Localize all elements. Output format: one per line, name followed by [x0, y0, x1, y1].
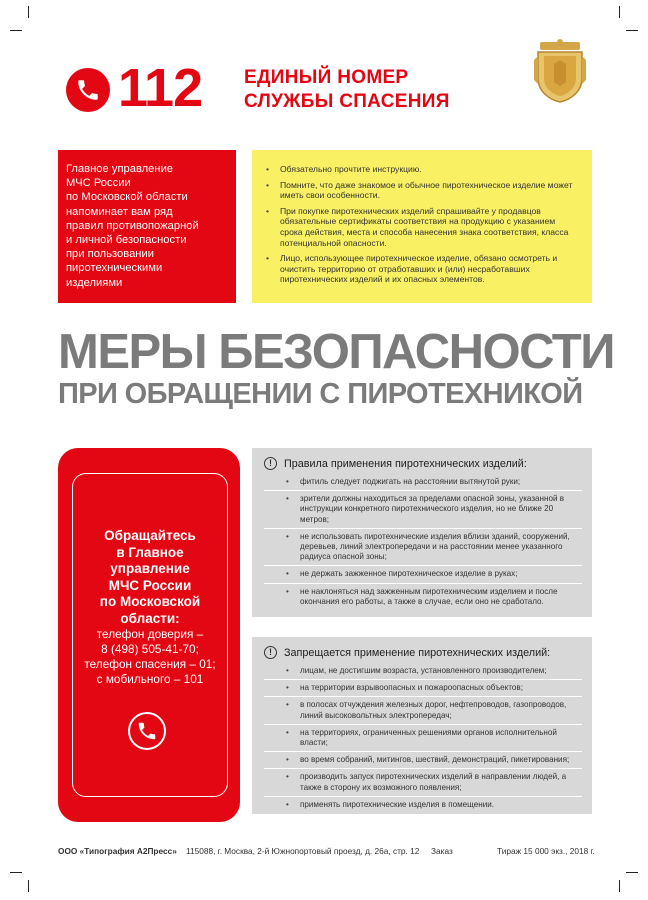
- contact-line: телефон доверия –: [96, 627, 204, 641]
- list-item: • зрители должны находиться за пределами опасной зоны, указанной в инструкции конкретного пиротехнического изделия, но не ближе 20 метров;: [264, 494, 582, 529]
- page-subtitle: ПРИ ОБРАЩЕНИИ С ПИРОТЕХНИКОЙ: [58, 378, 583, 410]
- phone-icon: [66, 68, 110, 112]
- list-item: • При покупке пиротехнических изделий спрашивайте у продавцов обязательные сертификаты соответствия на продукцию с указанием срока действия, места и способа нанесения знака соответствия, класса потенциальной опасности.: [280, 206, 580, 248]
- contact-heading-line: МЧС России: [108, 577, 192, 593]
- contact-line: с мобильного – 101: [96, 672, 204, 686]
- footer-printer: ООО «Типография А2Пресс»: [58, 846, 177, 856]
- footer-run: Тираж 15 000 экз., 2018 г.: [497, 846, 595, 856]
- contact-heading-line: области:: [120, 610, 180, 626]
- list-item: • на территориях, ограниченных решениями органов исполнительной власти;: [264, 728, 582, 752]
- footer-address: 115088, г. Москва, 2-й Южнопортовый проезд, д. 26а, стр. 12: [186, 846, 420, 856]
- contact-line: 8 (498) 505-41-70;: [101, 642, 199, 656]
- intro-line: Главное управление: [66, 163, 174, 175]
- intro-line: правил противопожарной: [66, 219, 199, 232]
- slogan-line: ЕДИНЫЙ НОМЕР: [244, 67, 409, 88]
- crop-mark: [10, 872, 22, 873]
- list-item: • не использовать пиротехнические изделия вблизи зданий, сооружений, деревьев, линий электропередачи и на расстоянии менее указанного радиуса опасной зоны;: [264, 532, 582, 567]
- crop-mark: [619, 880, 620, 892]
- crop-mark: [626, 30, 638, 31]
- crop-mark: [10, 30, 22, 31]
- intro-line: изделиями: [66, 276, 123, 289]
- coat-of-arms-emblem: [532, 38, 588, 104]
- warning-icon: !: [264, 457, 277, 470]
- intro-line: пиротехническими: [66, 262, 163, 275]
- list-item: • фитиль следует поджигать на расстоянии вытянутой руки;: [264, 477, 582, 491]
- contact-heading-line: в Главное: [116, 544, 184, 560]
- list-item: • на территории взрывоопасных и пожароопасных объектов;: [264, 683, 582, 697]
- list-item: • не наклоняться над зажженным пиротехническим изделием и после окончания его работы, а также в случае, если оно не сработало.: [264, 587, 582, 610]
- list-item: • производить запуск пиротехнических изделий в направлении людей, а также в сторону их возможного появления;: [264, 772, 582, 796]
- notes-list: [280, 164, 580, 285]
- phone-icon: [128, 712, 166, 750]
- intro-line: напоминает вам ряд: [66, 205, 173, 218]
- warning-icon: !: [264, 646, 277, 659]
- prohibited-list: [264, 666, 582, 816]
- rules-list: [264, 477, 582, 613]
- crop-mark: [28, 880, 29, 892]
- intro-line: при пользовании: [66, 248, 154, 261]
- intro-line: и личной безопасности: [66, 234, 187, 247]
- crop-mark: [619, 6, 620, 18]
- prohibited-box: [252, 637, 592, 814]
- contact-heading-line: Обращайтесь: [104, 528, 196, 543]
- contact-line: телефон спасения – 01;: [84, 657, 216, 671]
- contact-heading-line: управление: [110, 561, 190, 576]
- list-item: • Обязательно прочтите инструкцию.: [280, 164, 580, 175]
- list-item: • применять пиротехнические изделия в помещении.: [264, 800, 582, 813]
- list-item: • в полосах отчуждения железных дорог, нефтепроводов, газопроводов, линий высоковольтных электропередач;: [264, 700, 582, 724]
- page-title: МЕРЫ БЕЗОПАСНОСТИ: [58, 325, 614, 379]
- slogan-line: СЛУЖБЫ СПАСЕНИЯ: [244, 91, 450, 112]
- footer-order: Заказ: [431, 846, 453, 856]
- rules-box: [252, 448, 592, 617]
- list-item: • лицам, не достигшим возраста, установленного производителем;: [264, 666, 582, 680]
- crop-mark: [28, 6, 29, 18]
- notes-box: [252, 150, 592, 303]
- prohibited-heading-text: Запрещается применение пиротехнических изделий:: [284, 646, 551, 659]
- list-item: • не держать зажженное пиротехническое изделие в руках;: [264, 569, 582, 583]
- contact-heading-line: по Московской: [99, 594, 201, 609]
- prohibited-heading: [264, 646, 550, 659]
- intro-box: [58, 150, 236, 303]
- list-item: • во время собраний, митингов, шествий, демонстраций, пикетирования;: [264, 755, 582, 769]
- list-item: • Лицо, использующее пиротехническое изделие, обязано осмотреть и очистить территорию от отработавших и (или) несработавших пиротехнических изделий и их опасных элементов.: [280, 253, 580, 285]
- rules-heading: [264, 457, 527, 470]
- list-item: • Помните, что даже знакомое и обычное пиротехническое изделие может иметь свои особенности.: [280, 180, 580, 201]
- rules-heading-text: Правила применения пиротехнических изделий:: [284, 457, 527, 470]
- contact-info: [74, 528, 226, 687]
- crop-mark: [626, 872, 638, 873]
- intro-line: МЧС России: [66, 177, 131, 190]
- emergency-number: 112: [118, 58, 203, 118]
- slogan: [244, 66, 450, 114]
- intro-line: по Московской области: [66, 191, 188, 204]
